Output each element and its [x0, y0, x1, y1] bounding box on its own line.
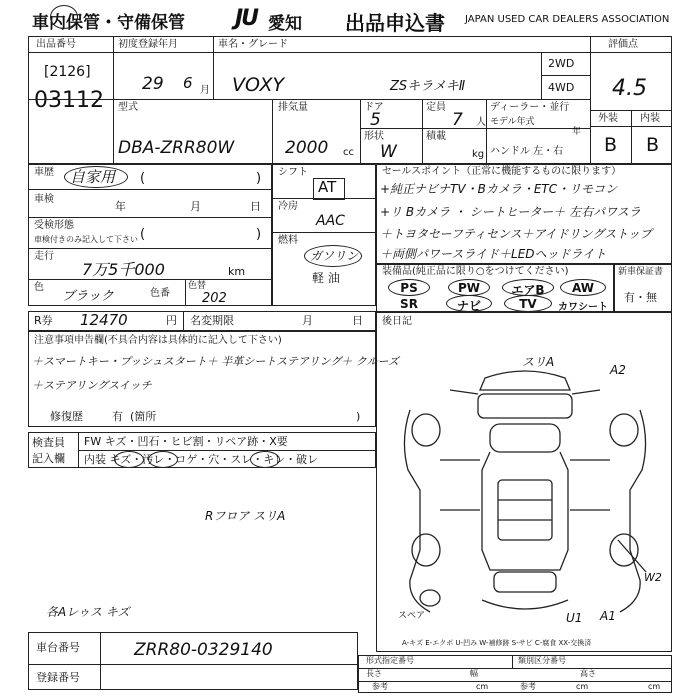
- grid-divider: [28, 664, 358, 665]
- inspector-circle: [114, 451, 144, 468]
- color-change-label: 色替: [188, 281, 207, 291]
- capacity-unit: 人: [476, 117, 486, 128]
- inspector-interior-row: 内装 キズ・汚レ・コゲ・穴・スレ・キレ・破レ: [84, 453, 319, 466]
- mark-roof: スリA: [522, 355, 555, 369]
- grid-divider: [183, 311, 184, 331]
- grid-divider: [631, 110, 632, 164]
- equip-aw: AW: [572, 281, 594, 295]
- chassis-label: 車台番号: [36, 641, 80, 654]
- inspector-entry-label: 記入欄: [32, 452, 65, 465]
- grid-divider: [28, 217, 272, 218]
- grid-divider: [358, 668, 672, 669]
- equip-circle: [502, 279, 554, 296]
- recycle-unit: 円: [166, 314, 177, 327]
- association-name: JAPAN USED CAR DEALERS ASSOCIATION: [465, 14, 670, 25]
- rating-score: 4.5: [612, 76, 647, 101]
- cooling-value: AAC: [316, 213, 345, 229]
- grid-divider: [358, 681, 672, 682]
- recycle-value: 12470: [80, 311, 128, 329]
- inspection-year: 年: [115, 200, 126, 213]
- spec-ref-2: 参考: [520, 682, 536, 691]
- equip-circle: [388, 279, 430, 296]
- ju-logo: JU: [235, 6, 258, 31]
- model-code: DBA-ZRR80W: [118, 138, 235, 158]
- load-label: 積載: [426, 131, 446, 142]
- registration-label: 初度登録年月: [118, 39, 178, 50]
- grid-divider: [590, 36, 591, 164]
- interior-grade: B: [646, 134, 660, 156]
- doors-label: ドア: [364, 102, 384, 113]
- grid-divider: [28, 52, 113, 53]
- equip-circle: [446, 295, 492, 312]
- mileage-value: 7万5千000: [82, 260, 165, 279]
- fuel-label: 燃料: [278, 235, 298, 246]
- lot-number: 03112: [34, 88, 104, 113]
- notes-line: ＋ステアリングスイッチ: [32, 379, 152, 392]
- inspector-note-scratches: 各Aレゥス キズ: [46, 605, 130, 619]
- selling-point-line: +リ Bカメラ ・ シートヒーター＋ 左右パワスラ: [380, 205, 641, 219]
- equip-tv: TV: [519, 297, 537, 311]
- grid-divider: [28, 279, 272, 280]
- repair-close: ): [356, 410, 361, 423]
- storage-circle: [50, 5, 78, 29]
- grid-divider: [272, 198, 376, 199]
- inspector-note-floor: Rフロア スリA: [205, 509, 286, 523]
- plate-label: 登録番号: [36, 671, 80, 684]
- equip-circle: [504, 295, 552, 312]
- warranty-label: 新車保証書: [618, 267, 664, 277]
- equip-circle: [448, 279, 490, 296]
- fuel-circle: [304, 245, 362, 267]
- exterior-label: 外装: [598, 113, 618, 124]
- selling-points-label: セールスポイント（正常に機能するものに限ります）: [382, 166, 622, 177]
- inspector-circle: [148, 451, 178, 468]
- inspection-month: 月: [190, 200, 201, 213]
- deadline-label: 名変期限: [190, 314, 234, 327]
- shift-value: AT: [318, 178, 337, 196]
- shift-label: シフト: [278, 167, 308, 178]
- spec-cm-3: cm: [648, 682, 661, 691]
- grid-divider: [272, 232, 376, 233]
- shape-label: 形状: [364, 131, 384, 142]
- handle-label: ハンドル 左・右: [490, 146, 564, 157]
- repair-location: (箇所: [130, 410, 157, 423]
- aichi-label: 愛知: [268, 14, 302, 34]
- damage-legend: A-キズ E-エクボ U-凹み W-補修跡 S-サビ C-腐食 XX-交換済: [402, 639, 592, 647]
- registration-month: 6: [183, 74, 193, 92]
- inspection-label: 車検: [34, 194, 54, 205]
- grid-divider: [590, 52, 672, 53]
- grid-divider: [113, 36, 114, 164]
- spec-type-no: 形式指定番号: [366, 656, 414, 665]
- history-label: 車歴: [34, 167, 54, 178]
- grid-divider: [272, 99, 273, 164]
- history-paren-open: (: [140, 171, 146, 186]
- drive-2wd: 2WD: [548, 57, 575, 70]
- rating-label: 評価点: [608, 39, 638, 50]
- inspector-exterior-row: FW キズ・凹石・ヒビ割・リペア跡・X要: [84, 435, 288, 448]
- spec-width: 幅: [470, 669, 478, 678]
- mileage-unit: km: [228, 265, 246, 278]
- model-year-unit: 年: [572, 127, 582, 137]
- chassis-number: ZRR80-0329140: [134, 640, 273, 660]
- color-label: 色: [34, 282, 44, 293]
- engine-unit: cc: [343, 147, 354, 158]
- spare-label: スペア: [398, 611, 426, 621]
- equip-navi: ナビ: [456, 299, 481, 313]
- spec-ref-1: 参考: [372, 682, 388, 691]
- inspector-circle: [250, 451, 280, 468]
- recycle-label: R券: [34, 314, 53, 327]
- mileage-label: 走行: [34, 251, 54, 262]
- grid-divider: [113, 99, 590, 100]
- load-unit: kg: [472, 149, 485, 160]
- acceptance-label: 受検形態: [34, 220, 74, 231]
- registration-year: 29: [142, 74, 164, 94]
- grid-divider: [28, 99, 113, 100]
- interior-label: 内装: [640, 113, 660, 124]
- mark-w2: W2: [644, 571, 662, 584]
- grid-divider: [422, 99, 423, 164]
- color-no-label: 色番: [150, 288, 170, 299]
- dealer-label: ディーラー・並行: [490, 102, 570, 113]
- mark-a2: A2: [610, 363, 626, 377]
- notes-label: 注意事項申告欄(不具合内容は具体的に記入して下さい): [34, 335, 282, 346]
- selling-point-line: ＋トヨタセーフティセンス＋アイドリングストップ: [380, 227, 652, 241]
- capacity-value: 7: [452, 110, 463, 130]
- fuel-diesel: 軽 油: [312, 271, 340, 285]
- grid-divider: [100, 632, 101, 690]
- selling-point-line: ＋両側パワースライド＋LEDヘッドライト: [380, 247, 607, 261]
- equip-ps: PS: [400, 281, 418, 295]
- engine-cc: 2000: [285, 138, 329, 158]
- form-title: 出品申込書: [345, 11, 445, 35]
- registration-month-unit: 月: [200, 85, 210, 96]
- deadline-month: 月: [302, 314, 313, 327]
- shape-value: W: [380, 142, 397, 162]
- grid-divider: [113, 52, 590, 53]
- grid-divider: [541, 75, 590, 76]
- history-circle: [64, 166, 128, 188]
- grid-divider: [360, 99, 361, 164]
- lot-label: 出品番号: [36, 39, 76, 50]
- equipment-label: 装備品(純正品に限り○をつけてください): [382, 266, 569, 277]
- grid-divider: [512, 655, 513, 668]
- mark-u1: U1: [566, 611, 583, 625]
- grid-divider: [28, 189, 272, 190]
- notes-line: ＋スマートキー・プッシュスタート＋ 半革シートステアリング＋ クルーズ: [32, 355, 399, 368]
- car-grade: ZSキラメキⅡ: [390, 79, 466, 94]
- warranty-value: 有・無: [624, 291, 657, 304]
- acceptance-paren-close: ): [256, 227, 262, 242]
- doors-value: 5: [370, 110, 381, 130]
- car-name-label: 車名・グレード: [218, 39, 288, 50]
- acceptance-paren-open: (: [140, 227, 146, 242]
- repair-label: 修復歴: [50, 410, 83, 423]
- equip-circle: [560, 279, 606, 296]
- diagram-label: 後日記: [382, 316, 412, 327]
- repair-value: 有: [112, 410, 123, 423]
- grid-divider: [185, 279, 186, 306]
- model-year-label: モデル年式: [490, 117, 535, 127]
- grid-divider: [213, 36, 214, 99]
- mark-a1: A1: [600, 609, 616, 623]
- spec-class-no: 類別区分番号: [518, 656, 566, 665]
- equip-pw: PW: [457, 281, 481, 295]
- shift-bracket: [313, 178, 345, 200]
- grid-divider: [360, 128, 590, 129]
- history-paren-close: ): [256, 171, 262, 186]
- car-name: VOXY: [232, 74, 285, 96]
- deadline-day: 日: [352, 314, 363, 327]
- acceptance-note: 車検付きのみ記入して下さい: [34, 235, 138, 244]
- engine-label: 排気量: [278, 102, 308, 113]
- color-no: 202: [202, 291, 227, 306]
- grid-divider: [28, 248, 272, 249]
- spec-length: 長さ: [366, 669, 382, 678]
- exterior-grade: B: [604, 134, 618, 156]
- storage-title: 車内保管・守備保管: [32, 13, 185, 33]
- color-value: ブラック: [62, 289, 114, 304]
- equip-leather-seat: カワシート: [558, 302, 608, 313]
- equip-sr: SR: [400, 297, 418, 311]
- inspection-day: 日: [250, 200, 261, 213]
- spec-height: 高さ: [580, 669, 596, 678]
- capacity-label: 定員: [426, 102, 446, 113]
- drive-4wd: 4WD: [548, 81, 575, 94]
- car-diagram: [390, 350, 660, 630]
- lot-bracket: [2126]: [44, 64, 91, 80]
- selling-point-line: +純正ナビナTV・Bカメラ・ETC・リモコン: [380, 182, 618, 196]
- fuel-value: ガソリン: [310, 249, 359, 263]
- inspector-label: 検査員: [32, 436, 65, 449]
- grid-divider: [486, 99, 487, 164]
- spec-cm-1: cm: [476, 682, 489, 691]
- cooling-label: 冷房: [278, 201, 298, 212]
- spec-cm-2: cm: [576, 682, 589, 691]
- history-value: 自家用: [70, 168, 116, 186]
- equip-airbag: エアB: [511, 283, 545, 297]
- model-label: 型式: [118, 102, 138, 113]
